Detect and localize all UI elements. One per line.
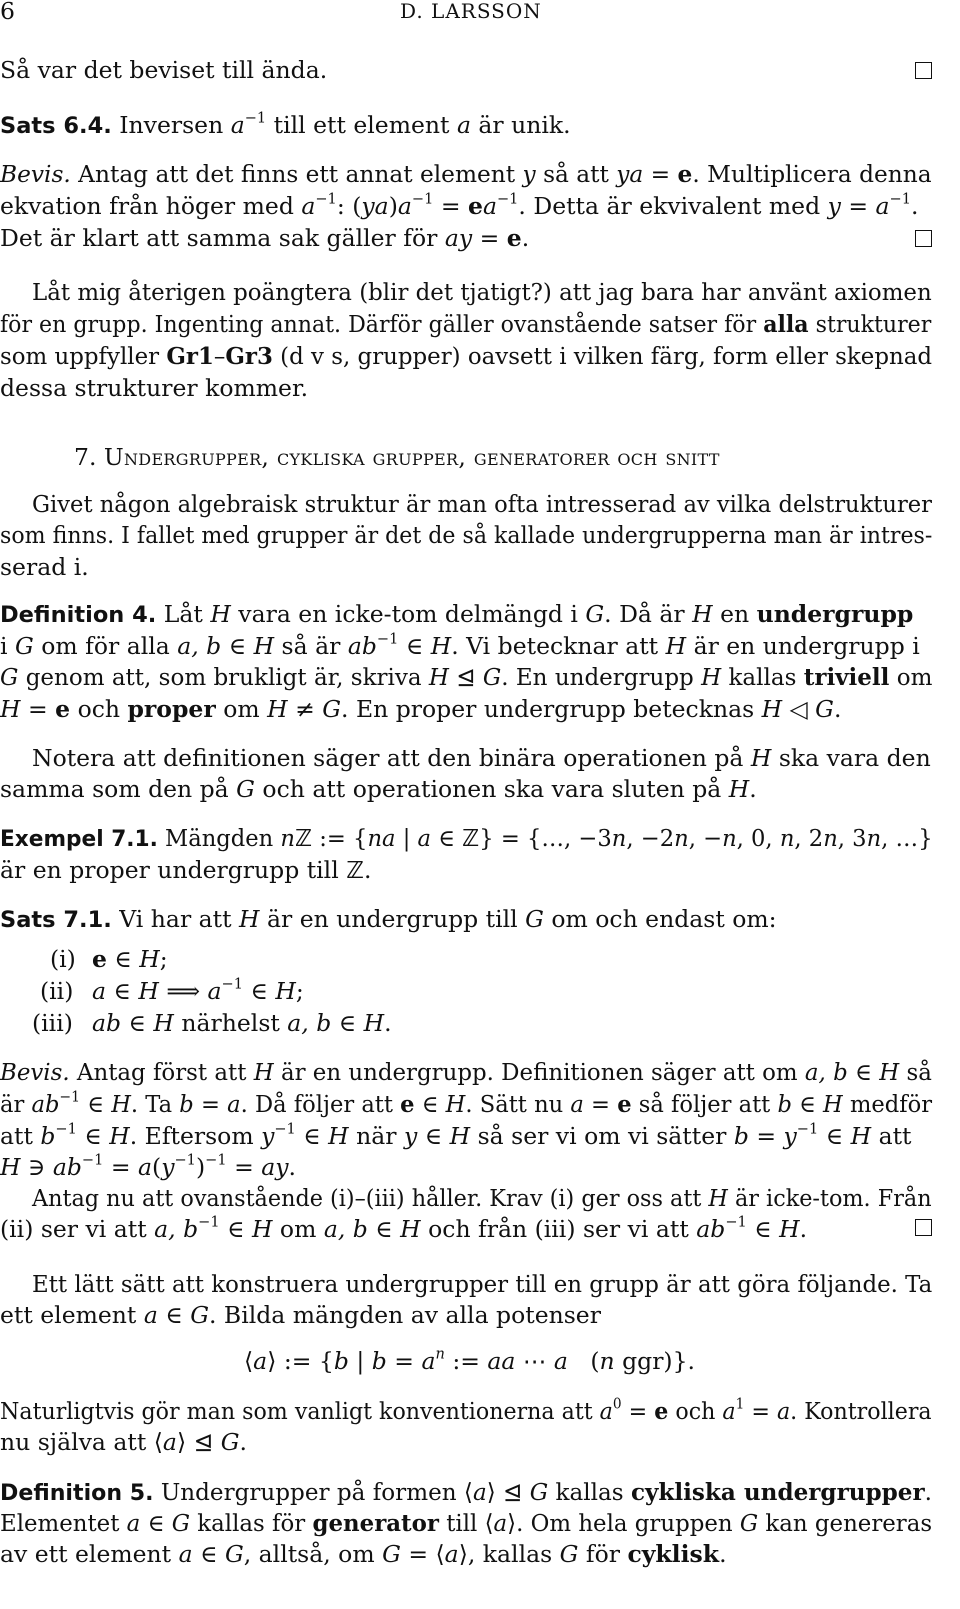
note-line: Notera att definitionen säger att den binära operationen på H ska vara den — [32, 744, 931, 772]
proof-line: (ii) ser vi att a, $b^{-1}$ ∈ H om a, b ∈ H och från (iii) ser vi att $ab^{-1}$ ∈ H. — [0, 1213, 808, 1243]
list-item: e ∈ H; — [92, 945, 168, 973]
definition-line: av ett element a ∈ G, alltså, om G = ⟨a⟩, kallas G för cyklisk. — [0, 1540, 727, 1568]
theorem-6-4: Sats 6.4. Inversen $a^{-1}$ till ett element a är unik. — [0, 109, 571, 139]
qed-square-icon — [915, 62, 932, 79]
proof-line: Det är klart att samma sak gäller för ay = e. — [0, 224, 530, 252]
definition-line: i G om för alla a, b ∈ H så är $ab^{-1}$ ∈ H. Vi betecknar att H är en undergrupp i — [0, 630, 920, 660]
list-item: ab ∈ H närhelst a, b ∈ H. — [92, 1009, 392, 1037]
running-head: D. LARSSON — [400, 0, 542, 23]
paragraph-line: nu själva att ⟨a⟩ ⊴ G. — [0, 1428, 248, 1456]
proof-line: H ∋ $ab^{-1} = a(y^{-1})^{-1}$ = ay. — [0, 1151, 297, 1181]
definition-5: Definition 5. Undergrupper på formen ⟨a⟩ ⊴ G kallas cykliska undergrupper. — [0, 1478, 932, 1506]
text-line: Så var det beviset till ända. — [0, 56, 328, 84]
paragraph-line: Låt mig återigen poängtera (blir det tjatigt?) att jag bara har använt axiomen — [32, 278, 932, 306]
proof-line: att $b^{-1}$ ∈ H. Eftersom $y^{-1}$ ∈ H när y ∈ H så ser vi om vi sätter $b = y^{-1}$ ∈ H att — [0, 1120, 912, 1150]
note-line: samma som den på G och att operationen ska vara sluten på H. — [0, 775, 757, 803]
definition-4: Definition 4. Låt H vara en icke-tom delmängd i G. Då är H en undergrupp — [0, 600, 914, 628]
proof-line: Antag nu att ovanstående (i)–(iii) håller. Krav (i) ger oss att H är icke-tom. Från — [32, 1184, 932, 1212]
item-label: (ii) — [40, 977, 74, 1005]
definition-line: G genom att, som brukligt är, skriva H ⊴ G. En undergrupp H kallas triviell om — [0, 663, 933, 691]
theorem-7-1: Sats 7.1. Vi har att H är en undergrupp till G om och endast om: — [0, 905, 777, 933]
paragraph-line: som finns. I fallet med grupper är det de så kallade undergrupperna man är intres- — [0, 521, 933, 549]
example-7-1: Exempel 7.1. Mängden nℤ := {na | a ∈ ℤ} = {…, −3n, −2n, −n, 0, n, 2n, 3n, …} — [0, 824, 933, 852]
item-label: (i) — [50, 945, 76, 973]
paragraph-line: ett element a ∈ G. Bilda mängden av alla potenser — [0, 1301, 601, 1329]
paragraph-line: Naturligtvis gör man som vanligt konventionerna att $a^0 = e$ och $a^1 = a$. Kontrollera — [0, 1395, 932, 1425]
list-item: a ∈ H ⟹ $a^{-1}$ ∈ H; — [92, 975, 304, 1005]
proof-line: Bevis. Antag först att H är en undergrupp. Definitionen säger att om a, b ∈ H så — [0, 1058, 932, 1086]
example-line: är en proper undergrupp till ℤ. — [0, 856, 372, 884]
paragraph-line: Ett lätt sätt att konstruera undergrupper till en grupp är att göra följande. Ta — [32, 1270, 933, 1298]
qed-square-icon — [915, 1219, 932, 1236]
paragraph-line: dessa strukturer kommer. — [0, 374, 309, 402]
proof-line: ekvation från höger med $a^{-1}$: $(ya)a^{-1} = ea^{-1}$. Detta är ekvivalent med $y = a^{-1}$. — [0, 190, 919, 220]
paragraph-line: serad i. — [0, 553, 89, 581]
proof-line: är $ab^{-1}$ ∈ H. Ta b = a. Då följer att e ∈ H. Sätt nu a = e så följer att b ∈ H medför — [0, 1088, 933, 1118]
page-number: 6 — [0, 0, 15, 25]
definition-line: Elementet a ∈ G kallas för generator till ⟨a⟩. Om hela gruppen G kan genereras — [0, 1509, 933, 1537]
display-equation: ⟨a⟩ := {b | $b = a^n$ := aa ⋯ a (n ggr)}. — [244, 1345, 696, 1375]
paragraph-line: Givet någon algebraisk struktur är man ofta intresserad av vilka delstrukturer — [32, 490, 932, 518]
definition-line: H = e och proper om H ≠ G. En proper undergrupp betecknas H ◁ G. — [0, 695, 842, 723]
qed-square-icon — [915, 230, 932, 247]
item-label: (iii) — [32, 1009, 73, 1037]
section-heading: 7. Undergrupper, cykliska grupper, generatorer och snitt — [74, 443, 720, 471]
proof-line: Bevis. Antag att det finns ett annat element y så att ya = e. Multiplicera denna — [0, 160, 932, 188]
paragraph-line: för en grupp. Ingenting annat. Därför gäller ovanstående satser för alla strukturer — [0, 310, 932, 338]
paragraph-line: som uppfyller Gr1–Gr3 (d v s, grupper) oavsett i vilken färg, form eller skepnad — [0, 342, 933, 370]
